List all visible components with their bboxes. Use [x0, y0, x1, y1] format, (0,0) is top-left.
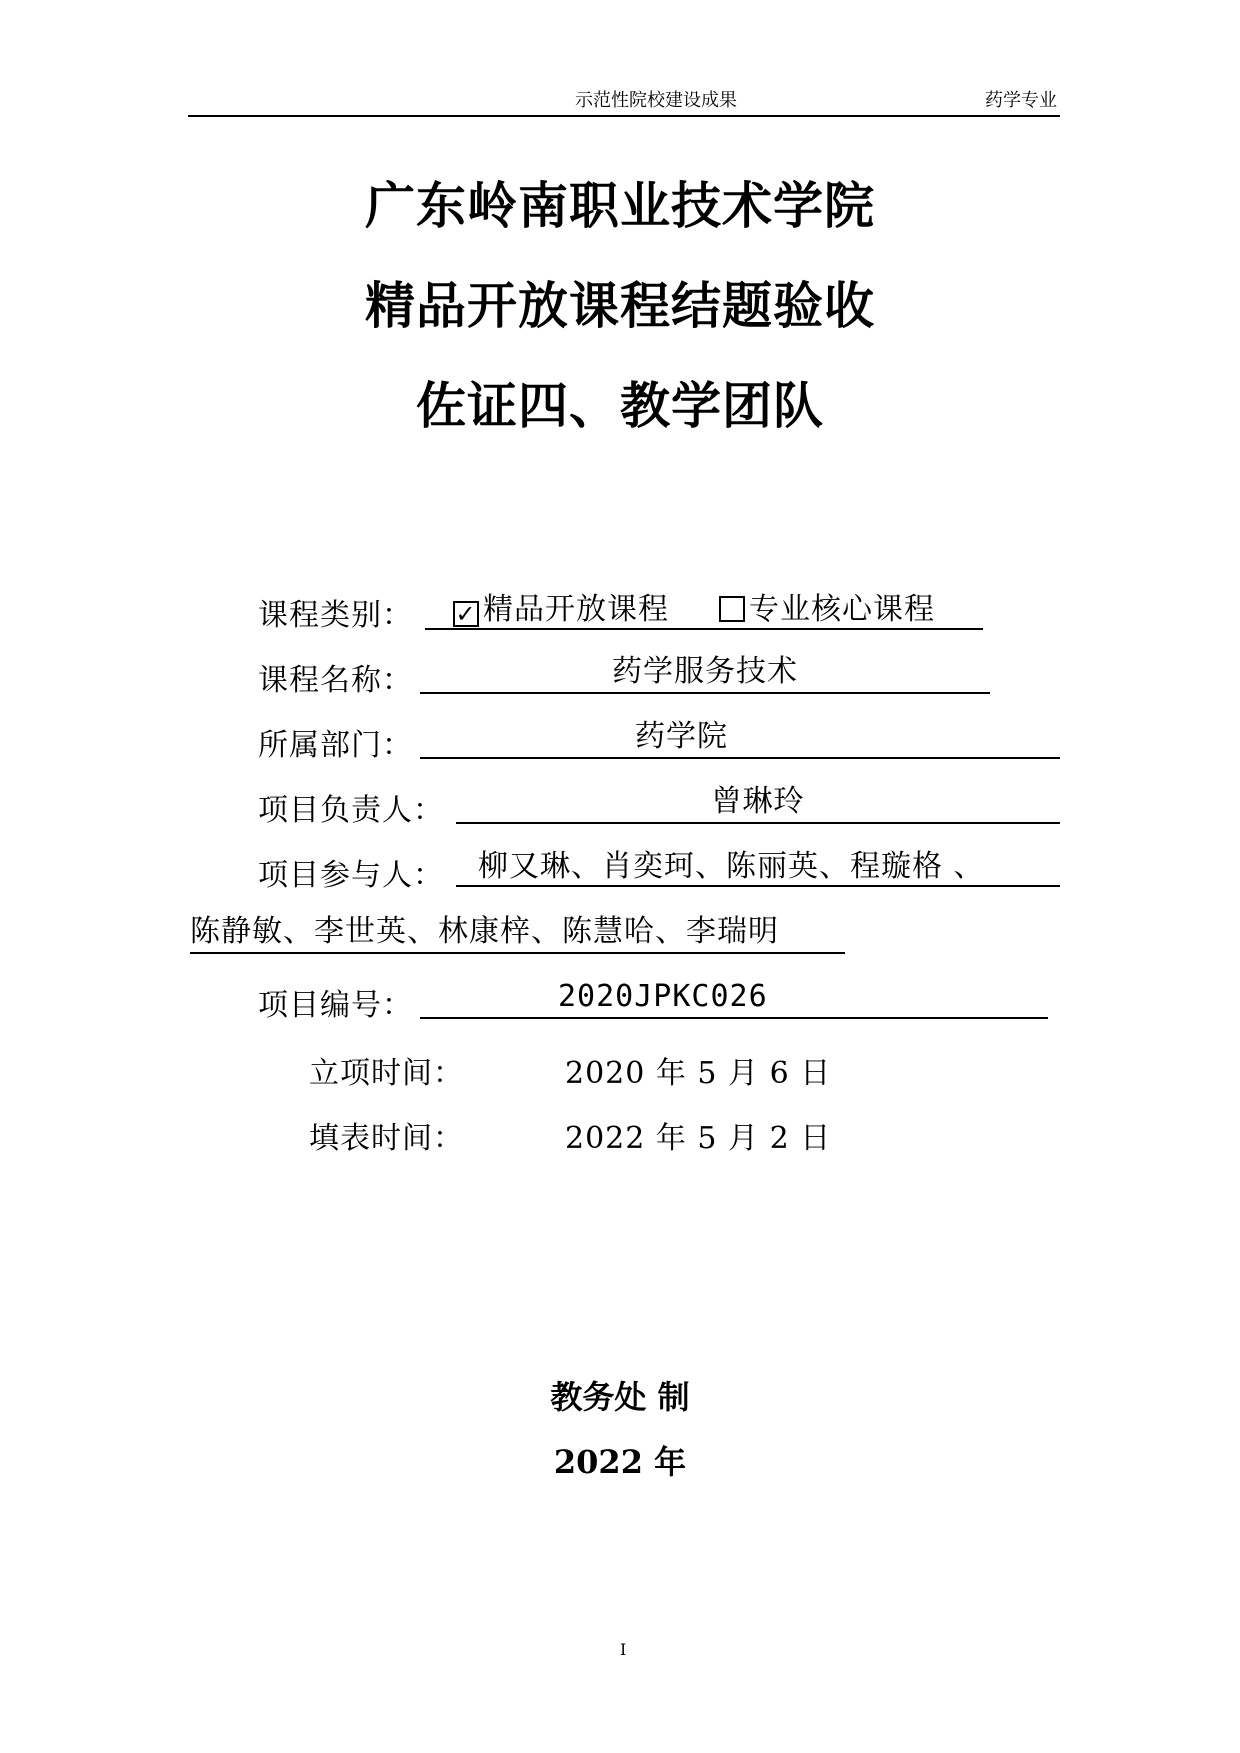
field-participants — [258, 850, 444, 894]
checkbox-premium-course[interactable] — [453, 601, 479, 627]
start-date-label: 立项时间： — [309, 1056, 464, 1091]
title-evidence: 佐证四、教学团队 — [416, 377, 824, 435]
fill-date-label: 填表时间： — [309, 1121, 464, 1156]
check-mark-icon: ✓ — [455, 600, 477, 628]
course-category-underline — [425, 590, 983, 630]
field-department — [258, 720, 413, 764]
footer-issuer: 教务处 制 — [550, 1378, 690, 1416]
field-course-category — [258, 590, 413, 634]
header-divider — [188, 115, 1060, 117]
course-category-label: 课程类别： — [258, 598, 413, 633]
fill-date-value: 2022 年 5 月 2 日 — [565, 1121, 832, 1156]
field-fill-date — [309, 1113, 464, 1157]
start-date-value: 2020 年 5 月 6 日 — [565, 1056, 832, 1091]
footer-year: 2022 年 — [553, 1443, 687, 1481]
title-course-acceptance: 精品开放课程结题验收 — [365, 277, 875, 335]
department-value: 药学院 — [420, 717, 1060, 759]
header-major: 药学专业 — [985, 90, 1057, 111]
field-start-date — [309, 1048, 464, 1092]
checkbox-core-course[interactable] — [719, 596, 745, 622]
project-number-label: 项目编号： — [258, 988, 413, 1023]
department-label: 所属部门： — [258, 728, 413, 763]
project-leader-value: 曾琳玲 — [456, 782, 1060, 824]
field-project-leader — [258, 785, 444, 829]
participants-value-line2: 陈静敏、李世英、林康梓、陈慧哈、李瑞明 — [190, 912, 845, 954]
field-project-number — [258, 980, 413, 1024]
course-category-options — [425, 590, 983, 630]
project-number-value: 2020JPKC026 — [420, 977, 1048, 1019]
field-course-name — [258, 655, 413, 699]
course-name-label: 课程名称： — [258, 663, 413, 698]
project-leader-label: 项目负责人： — [258, 793, 444, 828]
page-number: I — [620, 1640, 627, 1659]
course-name-value: 药学服务技术 — [420, 652, 990, 694]
participants-label: 项目参与人： — [258, 858, 444, 893]
title-college: 广东岭南职业技术学院 — [365, 177, 875, 235]
option-core-course-label: 专业核心课程 — [749, 592, 935, 627]
participants-value-line1: 柳又琳、肖奕珂、陈丽英、程璇格 、 — [456, 847, 1060, 887]
option-premium-course-label: 精品开放课程 — [483, 592, 669, 627]
header-section-title: 示范性院校建设成果 — [575, 90, 737, 111]
